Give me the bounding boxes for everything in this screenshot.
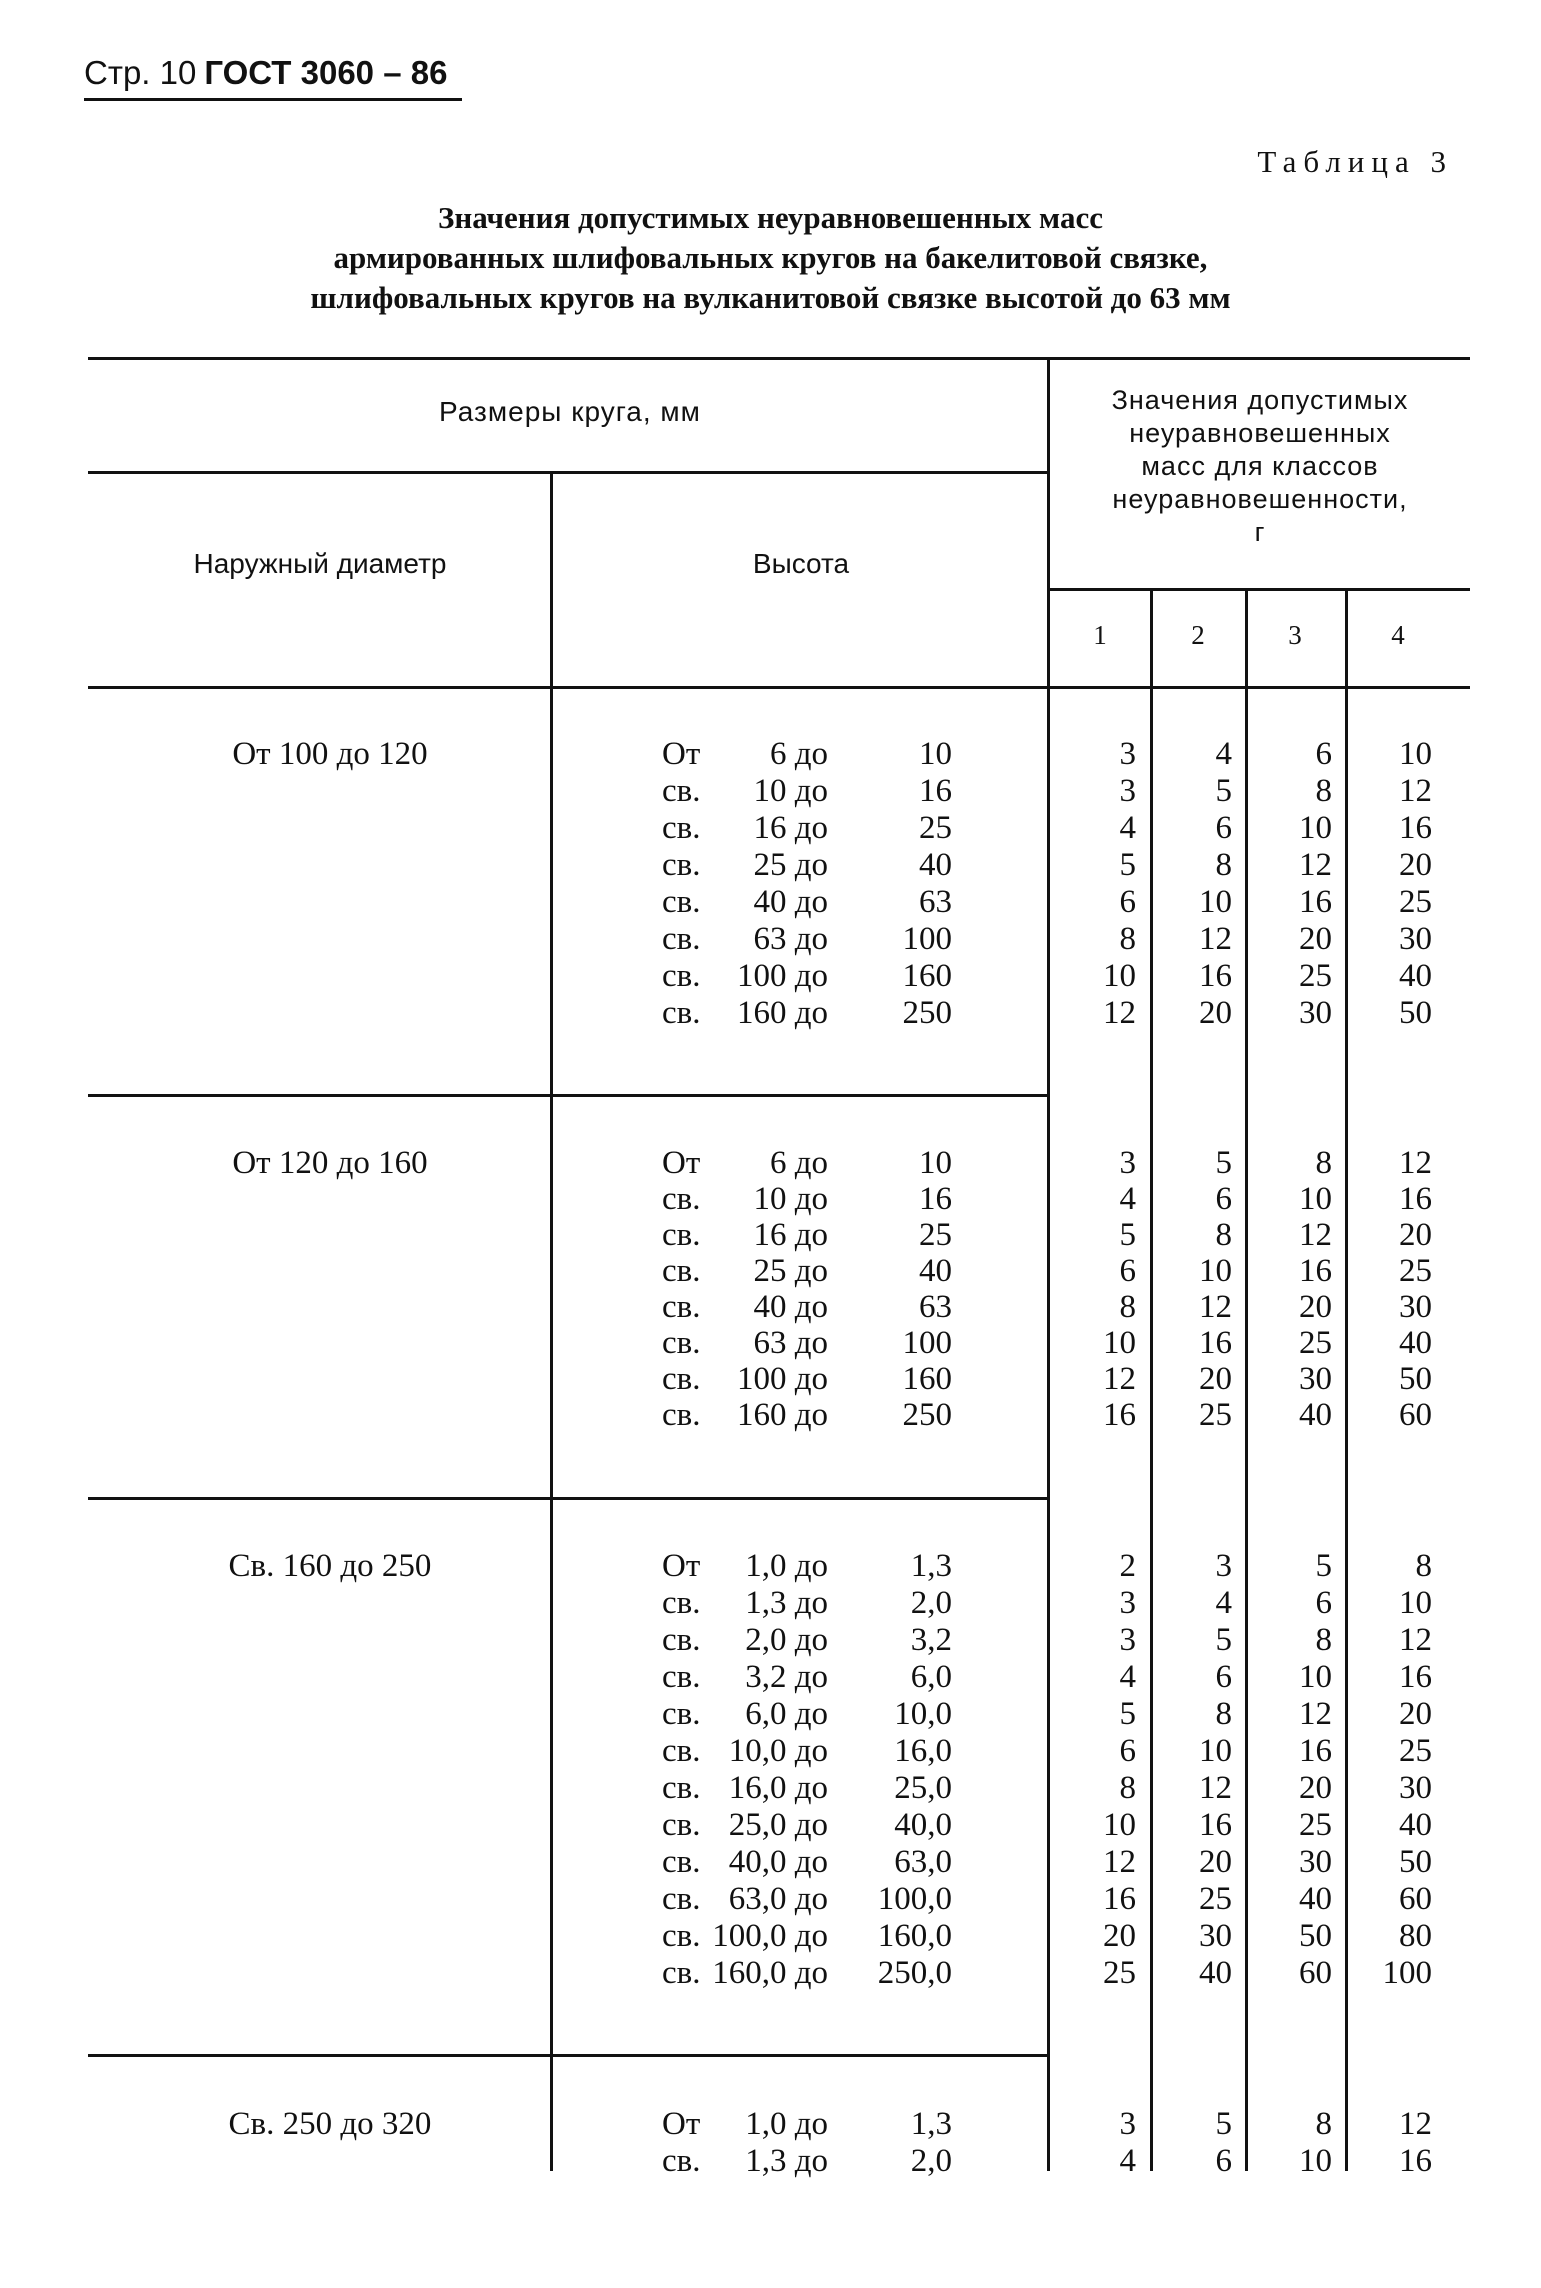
class-4-value: 30 <box>1399 921 1432 957</box>
table-row <box>0 1217 1541 1254</box>
class-3-value: 40 <box>1299 1881 1332 1917</box>
height-to: 160,0 <box>877 1918 952 1954</box>
height-to: 250 <box>902 995 952 1031</box>
class-2-value: 8 <box>1215 1217 1232 1253</box>
table-row <box>0 995 1541 1032</box>
class-4-value: 25 <box>1399 884 1432 920</box>
height-to: 1,3 <box>910 1548 952 1584</box>
height-from: 63 до <box>753 921 828 957</box>
table-row <box>0 1289 1541 1326</box>
table-label: Таблица 3 <box>1257 144 1453 179</box>
height-to: 16,0 <box>894 1733 952 1769</box>
height-from: 16 до <box>753 810 828 846</box>
class-2-value: 5 <box>1215 2106 1232 2142</box>
height-to: 2,0 <box>910 2143 952 2179</box>
height-to: 6,0 <box>910 1659 952 1695</box>
class-1-value: 12 <box>1103 1361 1136 1397</box>
class-3-value: 6 <box>1315 1585 1332 1621</box>
class-1-value: 3 <box>1119 773 1136 809</box>
height-header: Высота <box>752 548 850 579</box>
table-row <box>0 1361 1541 1398</box>
class-4-value: 100 <box>1382 1955 1432 1991</box>
height-from: 160 до <box>736 1397 828 1433</box>
table-row <box>0 1696 1541 1733</box>
group-divider <box>88 1094 1050 1097</box>
class-4-value: 20 <box>1399 847 1432 883</box>
class-3-value: 16 <box>1299 1733 1332 1769</box>
class-4-value: 16 <box>1399 810 1432 846</box>
class-3-value: 10 <box>1299 1659 1332 1695</box>
table-row <box>0 1181 1541 1218</box>
height-to: 25,0 <box>894 1770 952 1806</box>
row-prefix: св. <box>662 1397 701 1433</box>
class-4-value: 40 <box>1399 1807 1432 1843</box>
class-2-value: 20 <box>1199 995 1232 1031</box>
height-to: 63,0 <box>894 1844 952 1880</box>
height-from: 10,0 до <box>728 1733 828 1769</box>
table-row <box>0 773 1541 810</box>
row-prefix: св. <box>662 1325 701 1361</box>
class-1-value: 16 <box>1103 1397 1136 1433</box>
class-4-value: 80 <box>1399 1918 1432 1954</box>
height-from: 160 до <box>736 995 828 1031</box>
row-prefix: От <box>662 736 701 772</box>
class-3-value: 20 <box>1299 1770 1332 1806</box>
sizes-header: Размеры круга, мм <box>439 396 701 427</box>
class-4-value: 30 <box>1399 1289 1432 1325</box>
class-4-value: 60 <box>1399 1397 1432 1433</box>
sizes-header-rule <box>88 471 1050 474</box>
values-header-line: неуравновешенных <box>1129 418 1391 448</box>
class-4-value: 12 <box>1399 1145 1432 1181</box>
class-3-value: 8 <box>1315 1622 1332 1658</box>
row-prefix: св. <box>662 921 701 957</box>
row-prefix: св. <box>662 1289 701 1325</box>
height-from: 10 до <box>753 773 828 809</box>
class-4-value: 50 <box>1399 995 1432 1031</box>
table-row <box>0 1807 1541 1844</box>
class-2-value: 12 <box>1199 1289 1232 1325</box>
table-row <box>0 2143 1541 2180</box>
height-to: 40 <box>919 1253 952 1289</box>
height-to: 16 <box>919 1181 952 1217</box>
height-to: 250,0 <box>877 1955 952 1991</box>
row-prefix: св. <box>662 1696 701 1732</box>
row-prefix: св. <box>662 1881 701 1917</box>
row-prefix: св. <box>662 1659 701 1695</box>
table-row <box>0 1881 1541 1918</box>
class-2-value: 40 <box>1199 1955 1232 1991</box>
height-from: 100 до <box>736 1361 828 1397</box>
height-from: 100,0 до <box>712 1918 828 1954</box>
table-row <box>0 1659 1541 1696</box>
title-line: армированных шлифовальных кругов на бакелитовой связке, <box>333 240 1208 275</box>
row-prefix: св. <box>662 1770 701 1806</box>
class-4-value: 50 <box>1399 1844 1432 1880</box>
group-divider <box>88 2054 1050 2057</box>
height-to: 250 <box>902 1397 952 1433</box>
class-4-value: 16 <box>1399 1659 1432 1695</box>
class-3-value: 25 <box>1299 1325 1332 1361</box>
class-1-value: 20 <box>1103 1918 1136 1954</box>
class-2-value: 4 <box>1215 1585 1232 1621</box>
outer-diameter-header: Наружный диаметр <box>193 548 447 579</box>
table-row <box>0 1253 1541 1290</box>
table-row <box>0 1325 1541 1362</box>
class-2-value: 16 <box>1199 958 1232 994</box>
height-from: 2,0 до <box>745 1622 828 1658</box>
classes-header-rule <box>1050 588 1470 591</box>
class-4-value: 40 <box>1399 1325 1432 1361</box>
table-row <box>0 1397 1541 1434</box>
class-1-value: 3 <box>1119 736 1136 772</box>
page-number: Стр. 10 <box>84 54 197 91</box>
class-3-value: 8 <box>1315 1145 1332 1181</box>
row-prefix: св. <box>662 1253 701 1289</box>
class-4-value: 20 <box>1399 1696 1432 1732</box>
group-divider <box>88 1497 1050 1500</box>
row-prefix: св. <box>662 847 701 883</box>
values-header-line: неуравновешенности, <box>1112 484 1408 514</box>
class-2-value: 25 <box>1199 1397 1232 1433</box>
class-2-value: 5 <box>1215 773 1232 809</box>
height-from: 1,0 до <box>745 2106 828 2142</box>
class-2-value: 8 <box>1215 1696 1232 1732</box>
class-3-value: 16 <box>1299 1253 1332 1289</box>
class-2-value: 20 <box>1199 1361 1232 1397</box>
class-1-value: 25 <box>1103 1955 1136 1991</box>
height-from: 6 до <box>769 736 828 772</box>
class-3-value: 20 <box>1299 1289 1332 1325</box>
class-3-value: 30 <box>1299 1361 1332 1397</box>
class-2-value: 10 <box>1199 1253 1232 1289</box>
class-4-value: 50 <box>1399 1361 1432 1397</box>
class-1-header: 1 <box>1093 620 1107 650</box>
height-to: 63 <box>919 884 952 920</box>
header-bottom-rule <box>88 686 1470 689</box>
row-prefix: св. <box>662 1361 701 1397</box>
class-3-value: 30 <box>1299 995 1332 1031</box>
table-row <box>0 1733 1541 1770</box>
height-from: 40 до <box>753 884 828 920</box>
row-prefix: св. <box>662 884 701 920</box>
class-1-value: 4 <box>1119 1181 1136 1217</box>
height-from: 1,3 до <box>745 2143 828 2179</box>
height-from: 160,0 до <box>712 1955 828 1991</box>
class-1-value: 4 <box>1119 2143 1136 2179</box>
class-4-value: 30 <box>1399 1770 1432 1806</box>
class-2-value: 6 <box>1215 1659 1232 1695</box>
height-to: 100,0 <box>877 1881 952 1917</box>
row-prefix: От <box>662 2106 701 2142</box>
table-row <box>0 847 1541 884</box>
height-to: 10,0 <box>894 1696 952 1732</box>
height-from: 6,0 до <box>745 1696 828 1732</box>
class-2-value: 30 <box>1199 1918 1232 1954</box>
height-to: 100 <box>902 1325 952 1361</box>
class-1-value: 8 <box>1119 921 1136 957</box>
class-3-value: 10 <box>1299 1181 1332 1217</box>
class-3-header: 3 <box>1288 620 1302 650</box>
table-row <box>0 1918 1541 1955</box>
class-2-value: 10 <box>1199 884 1232 920</box>
table-row <box>0 810 1541 847</box>
class-3-value: 10 <box>1299 810 1332 846</box>
class-4-value: 10 <box>1399 736 1432 772</box>
class-1-value: 16 <box>1103 1881 1136 1917</box>
class-2-value: 5 <box>1215 1622 1232 1658</box>
class-2-value: 4 <box>1215 736 1232 772</box>
row-prefix: св. <box>662 1217 701 1253</box>
class-4-value: 25 <box>1399 1733 1432 1769</box>
table-row <box>0 1844 1541 1881</box>
row-prefix: св. <box>662 810 701 846</box>
diameter-range: Св. 250 до 320 <box>228 2106 432 2142</box>
class-1-value: 4 <box>1119 810 1136 846</box>
height-to: 25 <box>919 1217 952 1253</box>
class-1-value: 12 <box>1103 995 1136 1031</box>
class-1-value: 3 <box>1119 1585 1136 1621</box>
height-to: 10 <box>919 736 952 772</box>
class-3-value: 12 <box>1299 1696 1332 1732</box>
class-1-value: 3 <box>1119 2106 1136 2142</box>
class-4-header: 4 <box>1391 620 1405 650</box>
class-1-value: 5 <box>1119 847 1136 883</box>
class-1-value: 8 <box>1119 1770 1136 1806</box>
table-row <box>0 1955 1541 1992</box>
table-row <box>0 2106 1541 2143</box>
class-1-value: 6 <box>1119 1253 1136 1289</box>
diameter-range: От 120 до 160 <box>232 1145 428 1181</box>
header-underline <box>84 98 462 101</box>
class-2-value: 3 <box>1215 1548 1232 1584</box>
table-title <box>0 198 1541 318</box>
height-to: 63 <box>919 1289 952 1325</box>
table-row <box>0 1622 1541 1659</box>
class-1-value: 6 <box>1119 1733 1136 1769</box>
class-2-header: 2 <box>1191 620 1205 650</box>
values-header-line: г <box>1254 517 1266 547</box>
class-4-value: 20 <box>1399 1217 1432 1253</box>
row-prefix: св. <box>662 1918 701 1954</box>
table-row <box>0 736 1541 773</box>
class-3-value: 40 <box>1299 1397 1332 1433</box>
row-prefix: св. <box>662 1844 701 1880</box>
class-1-value: 6 <box>1119 884 1136 920</box>
height-from: 16 до <box>753 1217 828 1253</box>
height-from: 25 до <box>753 847 828 883</box>
class-3-value: 10 <box>1299 2143 1332 2179</box>
height-to: 16 <box>919 773 952 809</box>
row-prefix: св. <box>662 995 701 1031</box>
row-prefix: От <box>662 1548 701 1584</box>
row-prefix: св. <box>662 1585 701 1621</box>
height-from: 6 до <box>769 1145 828 1181</box>
class-3-value: 8 <box>1315 2106 1332 2142</box>
table-row <box>0 1145 1541 1182</box>
height-to: 160 <box>902 1361 952 1397</box>
table-row <box>0 1548 1541 1585</box>
class-3-value: 12 <box>1299 847 1332 883</box>
class-2-value: 6 <box>1215 1181 1232 1217</box>
height-to: 1,3 <box>910 2106 952 2142</box>
class-4-value: 12 <box>1399 773 1432 809</box>
height-from: 63,0 до <box>728 1881 828 1917</box>
class-1-value: 10 <box>1103 958 1136 994</box>
class-2-value: 25 <box>1199 1881 1232 1917</box>
class-3-value: 5 <box>1315 1548 1332 1584</box>
title-line: шлифовальных кругов на вулканитовой связке высотой до 63 мм <box>310 280 1231 315</box>
class-4-value: 12 <box>1399 1622 1432 1658</box>
height-to: 100 <box>902 921 952 957</box>
height-from: 25,0 до <box>728 1807 828 1843</box>
class-3-value: 25 <box>1299 958 1332 994</box>
class-3-value: 6 <box>1315 736 1332 772</box>
class-1-value: 5 <box>1119 1217 1136 1253</box>
row-prefix: св. <box>662 1955 701 1991</box>
class-4-value: 8 <box>1415 1548 1432 1584</box>
height-to: 40,0 <box>894 1807 952 1843</box>
class-3-value: 25 <box>1299 1807 1332 1843</box>
height-from: 10 до <box>753 1181 828 1217</box>
class-1-value: 4 <box>1119 1659 1136 1695</box>
row-prefix: От <box>662 1145 701 1181</box>
table-row <box>0 884 1541 921</box>
class-4-value: 25 <box>1399 1253 1432 1289</box>
diameter-range: От 100 до 120 <box>232 736 428 772</box>
class-2-value: 16 <box>1199 1807 1232 1843</box>
class-2-value: 6 <box>1215 2143 1232 2179</box>
table-row <box>0 958 1541 995</box>
class-1-value: 10 <box>1103 1325 1136 1361</box>
class-3-value: 60 <box>1299 1955 1332 1991</box>
row-prefix: св. <box>662 773 701 809</box>
row-prefix: св. <box>662 1622 701 1658</box>
class-1-value: 2 <box>1119 1548 1136 1584</box>
height-from: 25 до <box>753 1253 828 1289</box>
values-header <box>1050 384 1470 549</box>
row-prefix: св. <box>662 958 701 994</box>
values-header-line: Значения допустимых <box>1111 385 1409 415</box>
class-1-value: 10 <box>1103 1807 1136 1843</box>
table-row <box>0 1770 1541 1807</box>
height-to: 40 <box>919 847 952 883</box>
page-header <box>84 54 447 92</box>
height-to: 10 <box>919 1145 952 1181</box>
height-from: 63 до <box>753 1325 828 1361</box>
class-3-value: 30 <box>1299 1844 1332 1880</box>
height-from: 100 до <box>736 958 828 994</box>
height-from: 16,0 до <box>728 1770 828 1806</box>
table-row <box>0 1585 1541 1622</box>
height-from: 40,0 до <box>728 1844 828 1880</box>
class-4-value: 40 <box>1399 958 1432 994</box>
class-2-value: 6 <box>1215 810 1232 846</box>
row-prefix: св. <box>662 1807 701 1843</box>
height-to: 160 <box>902 958 952 994</box>
class-2-value: 12 <box>1199 1770 1232 1806</box>
diameter-range: Св. 160 до 250 <box>228 1548 432 1584</box>
class-2-value: 12 <box>1199 921 1232 957</box>
row-prefix: св. <box>662 1181 701 1217</box>
class-4-value: 12 <box>1399 2106 1432 2142</box>
height-from: 40 до <box>753 1289 828 1325</box>
class-4-value: 10 <box>1399 1585 1432 1621</box>
class-1-value: 5 <box>1119 1696 1136 1732</box>
table-top-rule <box>88 357 1470 360</box>
class-3-value: 16 <box>1299 884 1332 920</box>
class-2-value: 5 <box>1215 1145 1232 1181</box>
class-2-value: 10 <box>1199 1733 1232 1769</box>
class-2-value: 20 <box>1199 1844 1232 1880</box>
height-from: 1,0 до <box>745 1548 828 1584</box>
class-1-value: 3 <box>1119 1622 1136 1658</box>
class-2-value: 8 <box>1215 847 1232 883</box>
height-to: 2,0 <box>910 1585 952 1621</box>
class-3-value: 20 <box>1299 921 1332 957</box>
height-to: 25 <box>919 810 952 846</box>
class-3-value: 50 <box>1299 1918 1332 1954</box>
class-4-value: 16 <box>1399 1181 1432 1217</box>
row-prefix: св. <box>662 2143 701 2179</box>
class-4-value: 60 <box>1399 1881 1432 1917</box>
class-3-value: 8 <box>1315 773 1332 809</box>
table-row <box>0 921 1541 958</box>
class-2-value: 16 <box>1199 1325 1232 1361</box>
height-from: 3,2 до <box>745 1659 828 1695</box>
class-3-value: 12 <box>1299 1217 1332 1253</box>
row-prefix: св. <box>662 1733 701 1769</box>
height-from: 1,3 до <box>745 1585 828 1621</box>
height-to: 3,2 <box>910 1622 952 1658</box>
class-1-value: 3 <box>1119 1145 1136 1181</box>
title-line: Значения допустимых неуравновешенных масс <box>438 200 1103 235</box>
class-1-value: 8 <box>1119 1289 1136 1325</box>
standard-code: ГОСТ 3060 – 86 <box>204 54 448 91</box>
values-header-line: масс для классов <box>1141 451 1379 481</box>
class-4-value: 16 <box>1399 2143 1432 2179</box>
class-1-value: 12 <box>1103 1844 1136 1880</box>
